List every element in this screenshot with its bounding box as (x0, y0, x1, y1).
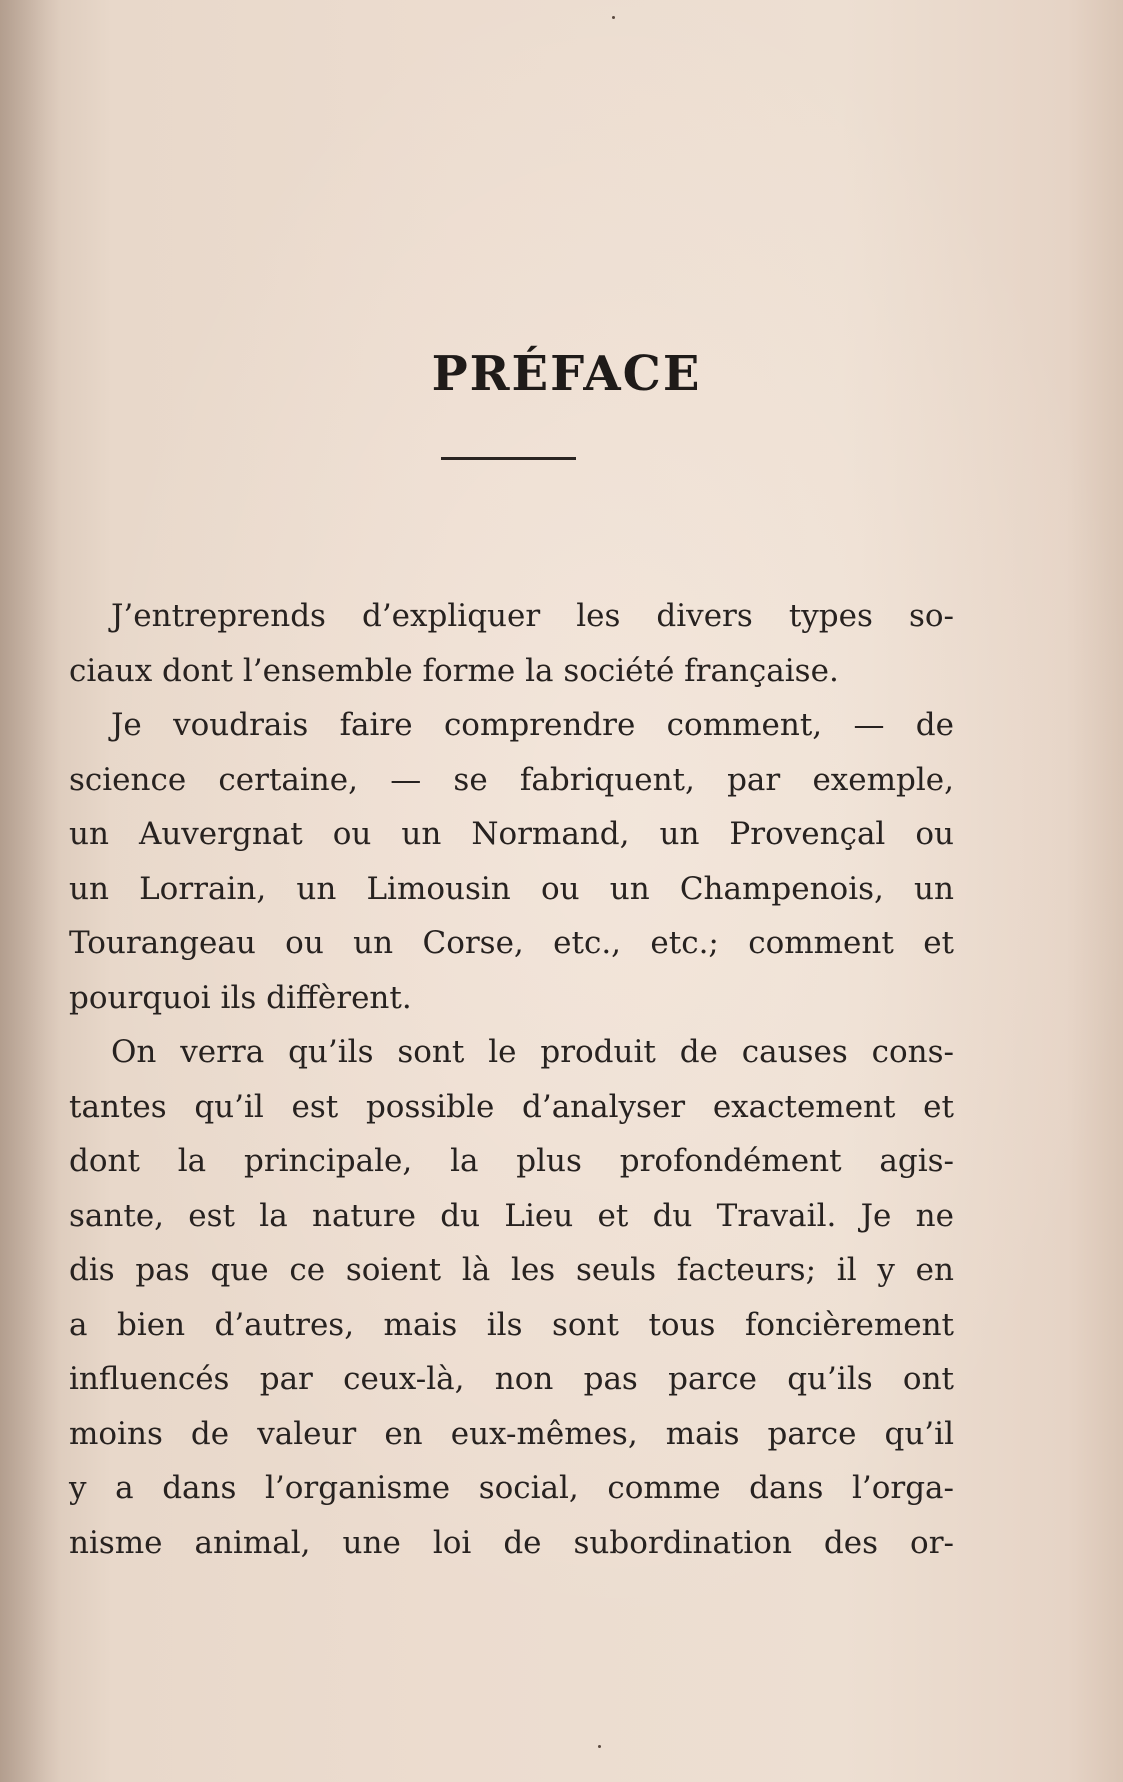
text-line: dont la principale, la plus profondément agis- (69, 1143, 954, 1179)
text-line: un Lorrain, un Limousin ou un Champenois, un (69, 870, 954, 907)
text-line: influencés par ceux-là, non pas parce qu’ils ont (69, 1361, 954, 1397)
text-line: nisme animal, une loi de subordination des or- (69, 1524, 954, 1561)
paper-speck (598, 1745, 601, 1748)
text-line: sante, est la nature du Lieu et du Travail. Je ne (69, 1197, 954, 1234)
body-text (69, 589, 954, 1570)
text-line: Je voudrais faire comprendre comment, — de (111, 707, 954, 743)
text-line: tantes qu’il est possible d’analyser exactement et (69, 1088, 954, 1125)
text-line: Tourangeau ou un Corse, etc., etc.; comment et (69, 925, 954, 961)
text-line: science certaine, — se fabriquent, par exemple, (69, 761, 954, 798)
text-line: On verra qu’ils sont le produit de causes cons- (111, 1034, 954, 1070)
text-line: a bien d’autres, mais ils sont tous foncièrement (69, 1306, 954, 1343)
text-line: J’entreprends d’expliquer les divers types so- (111, 598, 954, 634)
page-gutter-shadow (0, 0, 60, 1782)
text-line: pourquoi ils diffèrent. (69, 979, 412, 1016)
text-line: ciaux dont l’ensemble forme la société française. (69, 652, 839, 689)
text-line: dis pas que ce soient là les seuls facteurs; il y en (69, 1252, 954, 1288)
text-line: moins de valeur en eux-mêmes, mais parce qu’il (69, 1415, 954, 1452)
title-rule (441, 457, 576, 460)
page-title: PRÉFACE (431, 346, 702, 403)
text-line: un Auvergnat ou un Normand, un Provençal ou (69, 816, 954, 852)
text-line: y a dans l’organisme social, comme dans l’orga- (69, 1470, 954, 1506)
paper-speck (612, 16, 615, 19)
